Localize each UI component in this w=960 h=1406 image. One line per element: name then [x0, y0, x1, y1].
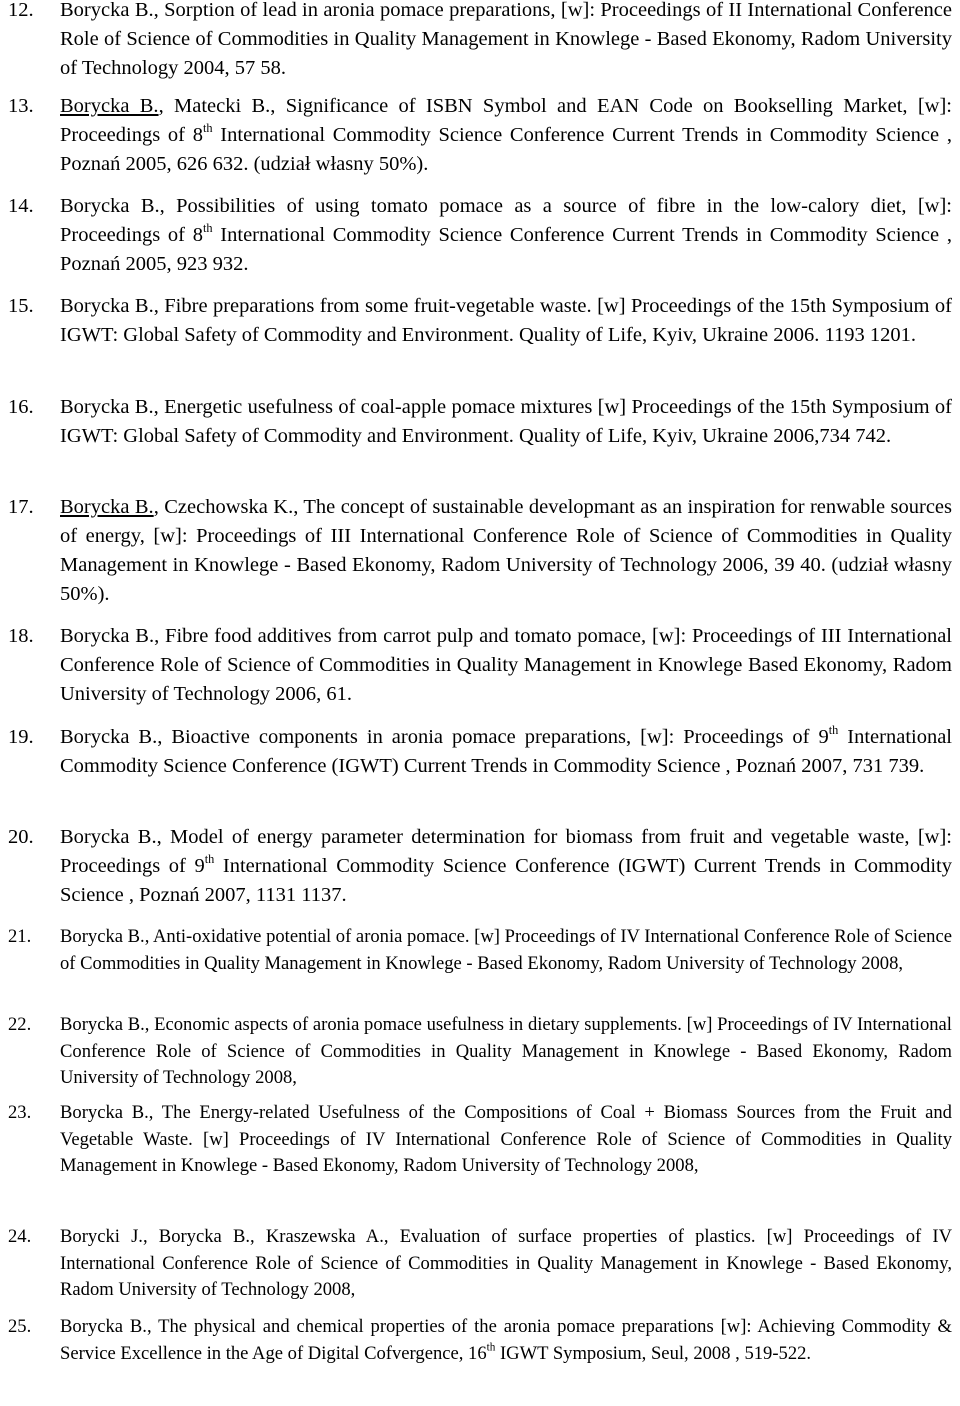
entry-author: Borycka B.: [60, 0, 154, 21]
entry-citation: [60, 723, 952, 781]
entry-number: 12.: [8, 0, 34, 21]
publication-entry: [8, 393, 952, 451]
entry-author: Borycka B.: [60, 496, 154, 518]
publication-entry: [8, 1100, 952, 1180]
citation-segment: , Fibre preparations from some fruit-vegetable waste. [w] Proceedings of the 15th Symposium of IGWT: Global Safety of Commodity and Environment. Quality of Life, Kyiv, Ukraine 2006. 1193 1201.: [60, 295, 953, 346]
entry-citation: [60, 192, 952, 279]
entry-number: 14.: [8, 195, 34, 217]
publication-entry: [8, 493, 952, 609]
entry-number: 18.: [8, 625, 34, 647]
entry-citation: [60, 92, 952, 179]
entry-citation: [60, 0, 952, 83]
entry-author: Borycka B.: [60, 295, 154, 317]
entry-citation: [60, 1100, 952, 1180]
citation-segment: , The physical and chemical properties of the aronia pomace preparations [w]: Achieving Commodity & Service Excellence in the Age of Digital Cofvergence, 16: [60, 1316, 952, 1364]
ordinal-suffix: th: [202, 220, 213, 235]
publication-entry: [8, 1012, 952, 1092]
publication-entry: [8, 192, 952, 279]
citation-segment: International Commodity Science Conference (IGWT) Current Trends in Commodity Science , Poznań 2007, 731 739.: [60, 726, 953, 777]
entry-author: Borycki J.: [60, 1226, 143, 1247]
publication-entry: [8, 622, 952, 709]
entry-citation: [60, 924, 952, 977]
entry-citation: [60, 622, 952, 709]
citation-segment: International Commodity Science Conference Current Trends in Commodity Science , Poznań 2005, 923 932.: [60, 224, 952, 275]
entry-author: Borycka B.: [60, 195, 160, 217]
entry-number: 21.: [8, 926, 32, 947]
citation-segment: , Possibilities of using tomato pomace as a source of fibre in the low-calory diet, [w]: Proceedings of 8: [60, 195, 953, 246]
entry-number: 15.: [8, 295, 34, 317]
entry-citation: [60, 393, 952, 451]
publication-entry: [8, 92, 952, 179]
entry-number: 19.: [8, 726, 34, 748]
entry-number: 17.: [8, 496, 34, 518]
citation-segment: , Czechowska K.: [153, 496, 294, 518]
entry-author: Borycka B.: [60, 1102, 149, 1123]
publication-entry: [8, 292, 952, 350]
entry-author: Borycka B.: [60, 625, 155, 647]
entry-citation: [60, 1012, 952, 1092]
entry-citation: [60, 1314, 952, 1367]
publication-entry: [8, 1314, 952, 1367]
entry-number: 24.: [8, 1226, 32, 1247]
citation-segment: , Significance of ISBN Symbol and EAN Code on Bookselling Market, [w]: Proceedings of 8: [60, 95, 952, 146]
publication-entry: [8, 0, 952, 83]
entry-citation: [60, 493, 952, 609]
entry-author: Borycka B.: [60, 396, 154, 418]
citation-segment: , Bioactive components in aronia pomace preparations, [w]: Proceedings of 9: [157, 726, 829, 748]
citation-segment: IGWT Symposium, Seul, 2008 , 519-522.: [495, 1342, 812, 1364]
citation-segment: , Borycka B.: [142, 1226, 250, 1247]
entry-author: Borycka B.: [60, 926, 145, 947]
citation-segment: , Energetic usefulness of coal-apple pomace mixtures [w] Proceedings of the 15th Symposium of IGWT: Global Safety of Commodity and Environment. Quality of Life, Kyiv, Ukraine 2006,734 742.: [60, 396, 952, 447]
entry-citation: [60, 292, 952, 350]
publication-entry: [8, 723, 952, 781]
publication-entry: [8, 924, 952, 977]
citation-segment: International Commodity Science Conference Current Trends in Commodity Science , Poznań 2005, 626 632. (udział własny 50%).: [60, 124, 952, 175]
entry-number: 20.: [8, 826, 34, 848]
entry-author: Borycka B.: [60, 1316, 147, 1337]
entry-author: Borycka B.: [60, 95, 159, 117]
entry-number: 23.: [8, 1102, 32, 1123]
ordinal-suffix: th: [202, 120, 213, 135]
entry-number: 22.: [8, 1014, 32, 1035]
citation-segment: , Economic aspects of aronia pomace usefulness in dietary supplements. [w] Proceedings of IV International Conference Role of Science of Commodities in Quality Management in Knowlege - Based Ekonomy, Radom University of Technology 2008,: [60, 1014, 952, 1088]
citation-segment: International Commodity Science Conference (IGWT) Current Trends in Commodity Science , Poznań 2007, 1131 1137.: [60, 855, 952, 906]
citation-segment: , Model of energy parameter determination for biomass from fruit and vegetable waste, [w]: Proceedings of 9: [60, 826, 952, 877]
entry-author: Borycka B.: [60, 726, 158, 748]
publication-entry: [8, 823, 952, 910]
entry-author: Borycka B.: [60, 1014, 145, 1035]
ordinal-suffix: th: [486, 1341, 496, 1354]
ordinal-suffix: th: [204, 851, 215, 866]
citation-segment: , The Energy-related Usefulness of the Compositions of Coal + Biomass Sources from the Fruit and Vegetable Waste. [w] Proceedings of IV International Conference Role of Science of Commodities in Quality Management in Knowlege - Based Ekonomy, Radom University of Technology 2008,: [60, 1102, 952, 1176]
citation-segment: , Kraszewska A.: [250, 1226, 384, 1247]
entry-citation: [60, 1224, 952, 1304]
entry-author: Borycka B.: [60, 826, 157, 848]
ordinal-suffix: th: [828, 722, 839, 737]
citation-segment: , Anti-oxidative potential of aronia pomace. [w] Proceedings of IV International Conference Role of Science of Commodities in Quality Management in Knowlege - Based Ekonomy, Radom University of Technology 2008,: [60, 926, 952, 974]
publication-entry: [8, 1224, 952, 1304]
citation-segment: , Evaluation of surface properties of plastics. [w] Proceedings of IV International Conference Role of Science of Commodities in Quality Management in Knowlege - Based Ekonomy, Radom University of Technology 2008,: [60, 1226, 952, 1300]
citation-segment: , Matecki B.: [158, 95, 271, 117]
entry-citation: [60, 823, 952, 910]
entry-number: 16.: [8, 396, 34, 418]
citation-segment: , Sorption of lead in aronia pomace preparations, [w]: Proceedings of II International Conference Role of Science of Commodities in Quality Management in Knowlege - Based Ekonomy, Radom University of Technology 2004, 57 58.: [60, 0, 952, 79]
citation-segment: , The concept of sustainable developmant as an inspiration for renwable sources of energy, [w]: Proceedings of III International Conference Role of Science of Commodities in Quality Management in Knowlege - Based Ekonomy, Radom University of Technology 2006, 39 40. (udział własny 50%).: [60, 496, 953, 605]
entry-number: 25.: [8, 1316, 32, 1337]
citation-segment: , Fibre food additives from carrot pulp and tomato pomace, [w]: Proceedings of III International Conference Role of Science of Commodities in Quality Management in Knowlege Based Ekonomy, Radom University of Technology 2006, 61.: [60, 625, 952, 705]
entry-number: 13.: [8, 95, 34, 117]
